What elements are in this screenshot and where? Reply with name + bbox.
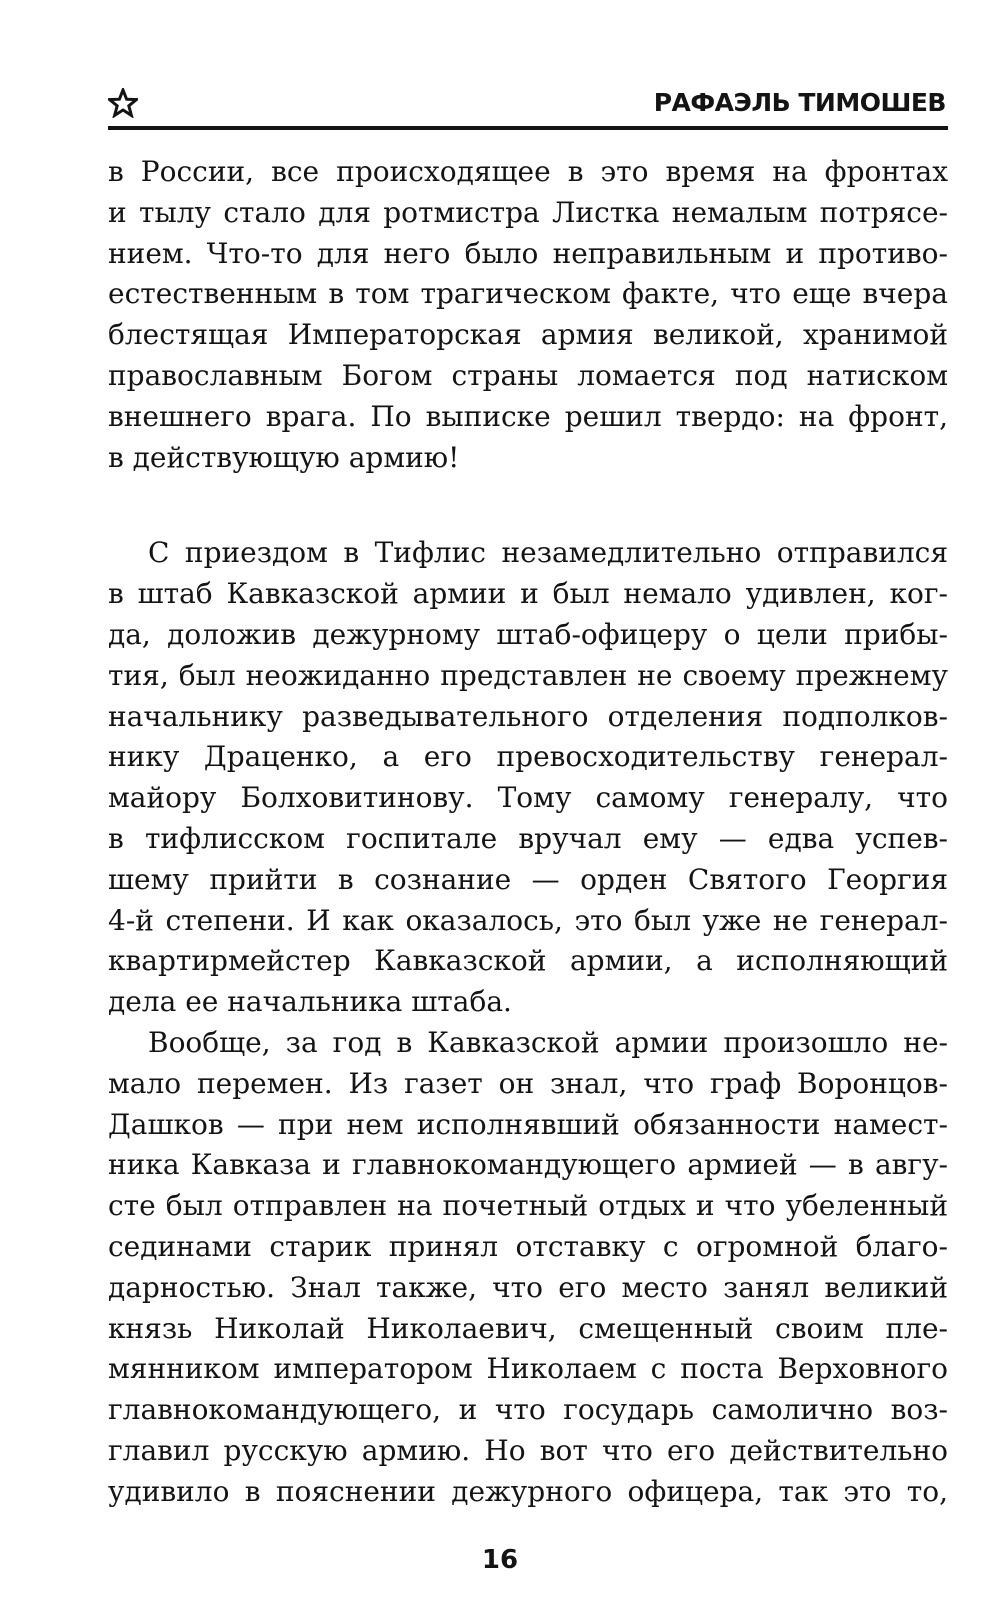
text-line: шему прийти в сознание — орден Святого Георгия — [108, 862, 948, 896]
body-text — [108, 152, 948, 1513]
paragraph — [108, 152, 948, 478]
text-line: мянником императором Николаем с поста Верховного — [108, 1352, 948, 1386]
text-line: сединами старик принял отставку с огромной благо- — [108, 1229, 948, 1263]
text-line: удивило в пояснении дежурного офицера, так это то, — [108, 1474, 948, 1508]
text-line: внешнего врага. По выписке решил твердо: на фронт, — [108, 399, 948, 433]
text-line: квартирмейстер Кавказской армии, а исполняющий — [108, 944, 948, 978]
section-gap — [108, 478, 948, 533]
text-line: 4-й степени. И как оказалось, это был уже не генерал- — [108, 903, 948, 937]
text-line: тия, был неожиданно представлен не своему прежнему — [108, 658, 948, 692]
text-line: в тифлисском госпитале вручал ему — едва успев- — [108, 821, 948, 855]
text-line: Вообще, за год в Кавказской армии произошло не- — [148, 1025, 948, 1059]
text-line: главил русскую армию. Но вот что его действительно — [108, 1433, 948, 1467]
text-line: в действующую армию! — [108, 440, 460, 474]
text-line: дела ее начальника штаба. — [108, 985, 512, 1019]
text-line: в штаб Кавказской армии и был немало удивлен, ког- — [108, 577, 948, 611]
paragraph — [108, 1023, 948, 1513]
page-number: 16 — [481, 1545, 519, 1575]
paragraph — [108, 533, 948, 1023]
text-line: сте был отправлен на почетный отдых и что убеленный — [108, 1189, 948, 1223]
text-line: естественным в том трагическом факте, что еще вчера — [108, 277, 948, 311]
author-name: РАФАЭЛЬ ТИМОШЕВ — [653, 88, 946, 117]
text-line: С приездом в Тифлис незамедлительно отправился — [148, 536, 948, 570]
text-line: нием. Что-то для него было неправильным и противо- — [108, 236, 948, 270]
text-line: и тылу стало для ротмистра Листка немалым потрясе- — [108, 195, 948, 229]
star-outline-icon — [108, 88, 138, 118]
text-line: мало перемен. Из газет он знал, что граф Воронцов- — [108, 1066, 948, 1100]
text-line: начальнику разведывательного отделения подполков- — [108, 699, 948, 733]
text-line: ника Кавказа и главнокомандующего армией — в авгу- — [108, 1148, 948, 1182]
text-line: князь Николай Николаевич, смещенный своим пле- — [108, 1311, 948, 1345]
running-header — [108, 86, 946, 126]
text-line: православным Богом страны ломается под натиском — [108, 358, 948, 392]
text-line: дарностью. Знал также, что его место занял великий — [108, 1270, 948, 1304]
text-line: нику Драценко, а его превосходительству генерал- — [108, 740, 948, 774]
text-line: майору Болховитинову. Тому самому генералу, что — [108, 781, 948, 815]
text-line: Дашков — при нем исполнявший обязанности намест- — [108, 1107, 948, 1141]
text-line: блестящая Императорская армия великой, хранимой — [108, 318, 948, 352]
text-line: в России, все происходящее в это время на фронтах — [108, 155, 948, 188]
header-rule — [108, 126, 948, 130]
text-line: да, доложив дежурному штаб-офицеру о цели прибы- — [108, 617, 948, 651]
text-line: главнокомандующего, и что государь самолично воз- — [108, 1393, 948, 1427]
